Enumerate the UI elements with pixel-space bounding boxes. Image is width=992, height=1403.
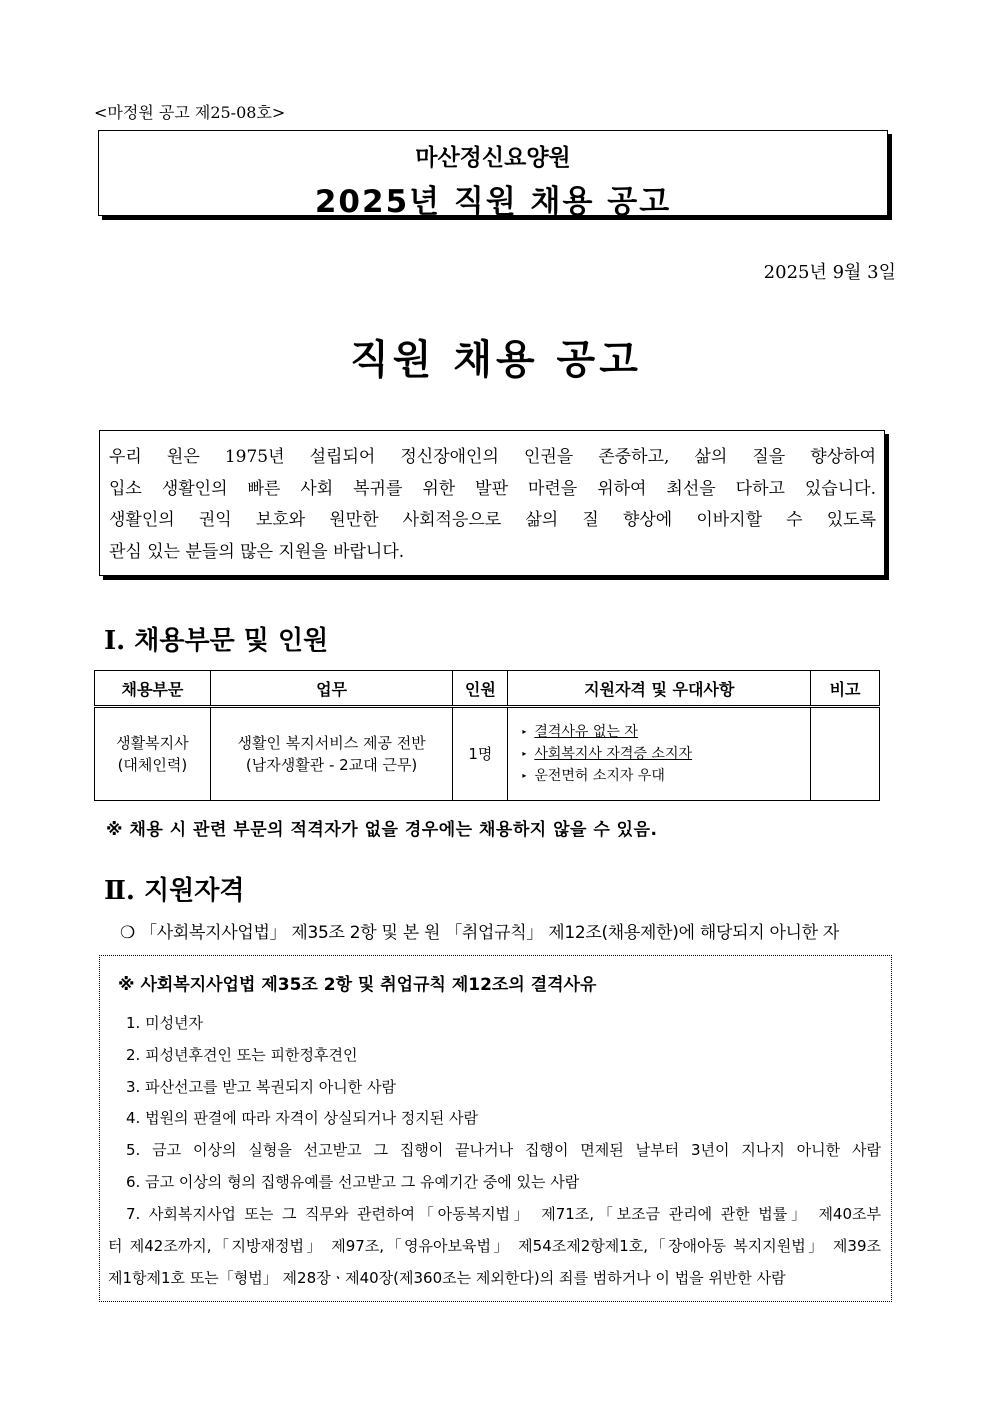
header-title: 2025년 직원 채용 공고 — [314, 184, 672, 220]
list-item: 7. 사회복지사업 또는 그 직무와 관련하여「아동복지법」 제71조,「보조금 관리에 관한 법률」 제40조부 — [126, 1205, 881, 1223]
page-title: 직원 채용 공고 — [350, 337, 642, 383]
header-count: 인원 — [453, 671, 508, 707]
intro-line: 입소 생활인의 빠른 사회 복귀를 위한 발판 마련을 위하여 최선을 다하고 있습니다. — [109, 478, 876, 499]
cell-count: 1명 — [453, 707, 508, 801]
organization-name: 마산정신요양원 — [415, 145, 571, 171]
cell-remarks — [811, 707, 880, 801]
disqualification-box — [99, 955, 892, 1302]
qualification-item — [522, 743, 810, 765]
header-department: 채용부문 — [95, 671, 211, 707]
duty-line: 생활인 복지서비스 제공 전반 — [237, 734, 426, 752]
qualification-item — [522, 721, 810, 743]
list-item: 2. 피성년후견인 또는 피한정후견인 — [126, 1046, 358, 1064]
qualification-text: 결격사유 없는 자 — [534, 724, 638, 740]
bullet-icon: ▸ — [522, 749, 527, 758]
header-remarks: 비고 — [811, 671, 880, 707]
section-heading-qualifications: Ⅱ. 지원자격 — [104, 876, 245, 906]
cell-qualifications — [508, 707, 811, 801]
department-line: (대체인력) — [117, 756, 188, 774]
notice-number: <마정원 공고 제25-08호> — [94, 103, 286, 122]
disqualification-title: ※ 사회복지사업법 제35조 2항 및 취업규칙 제12조의 결격사유 — [118, 975, 597, 995]
qualification-text: 운전면허 소지자 우대 — [534, 768, 665, 784]
list-item-continuation: 터 제42조까지,「지방재정법」 제97조,「영유아보육법」 제54조제2항제1호,「장애아동 복지지원법」 제39조 — [108, 1237, 881, 1255]
bullet-icon: ▸ — [522, 771, 527, 780]
list-item: 5. 금고 이상의 실형을 선고받고 그 집행이 끝나거나 집행이 면제된 날부터 3년이 지나지 아니한 사람 — [126, 1141, 881, 1159]
header-duty: 업무 — [210, 671, 453, 707]
main-qualification: ❍ 「사회복지사업법」 제35조 2항 및 본 원 「취업규칙」 제12조(채용제한)에 해당되지 아니한 자 — [120, 923, 840, 943]
cell-department — [95, 707, 211, 801]
title-box — [98, 130, 888, 220]
list-item: 3. 파산선고를 받고 복권되지 아니한 사람 — [126, 1078, 396, 1096]
list-item: 6. 금고 이상의 형의 집행유예를 선고받고 그 유예기간 중에 있는 사람 — [126, 1173, 580, 1191]
table-header-row — [95, 671, 880, 707]
qualification-text: 사회복지사 자격증 소지자 — [534, 746, 692, 762]
notice-date: 2025년 9월 3일 — [763, 262, 896, 283]
list-item: 1. 미성년자 — [126, 1014, 204, 1032]
intro-line: 관심 있는 분들의 많은 지원을 바랍니다. — [109, 541, 405, 562]
section-heading-recruitment: Ⅰ. 채용부문 및 인원 — [104, 626, 329, 656]
header-qualifications: 지원자격 및 우대사항 — [508, 671, 811, 707]
table-note: ※ 채용 시 관련 부문의 적격자가 없을 경우에는 채용하지 않을 수 있음. — [106, 820, 658, 840]
list-item: 4. 법원의 판결에 따라 자격이 상실되거나 정지된 사람 — [126, 1109, 478, 1127]
intro-line: 생활인의 권익 보호와 원만한 사회적응으로 삶의 질 향상에 이바지할 수 있도록 — [109, 510, 876, 530]
intro-line: 우리 원은 1975년 설립되어 정신장애인의 인권을 존중하고, 삶의 질을 향상하여 — [109, 447, 876, 467]
table-row — [95, 707, 880, 801]
recruitment-table — [94, 670, 880, 801]
list-item-continuation: 제1항제1호 또는「형법」 제28장ㆍ제40장(제360조는 제외한다)의 죄를 범하거나 이 법을 위반한 사람 — [108, 1269, 786, 1287]
qualification-item — [522, 765, 810, 787]
duty-line: (남자생활관 - 2교대 근무) — [245, 756, 418, 774]
intro-box — [99, 430, 885, 576]
bullet-icon: ▸ — [522, 727, 527, 736]
cell-duty — [210, 707, 453, 801]
department-line: 생활복지사 — [116, 734, 189, 752]
